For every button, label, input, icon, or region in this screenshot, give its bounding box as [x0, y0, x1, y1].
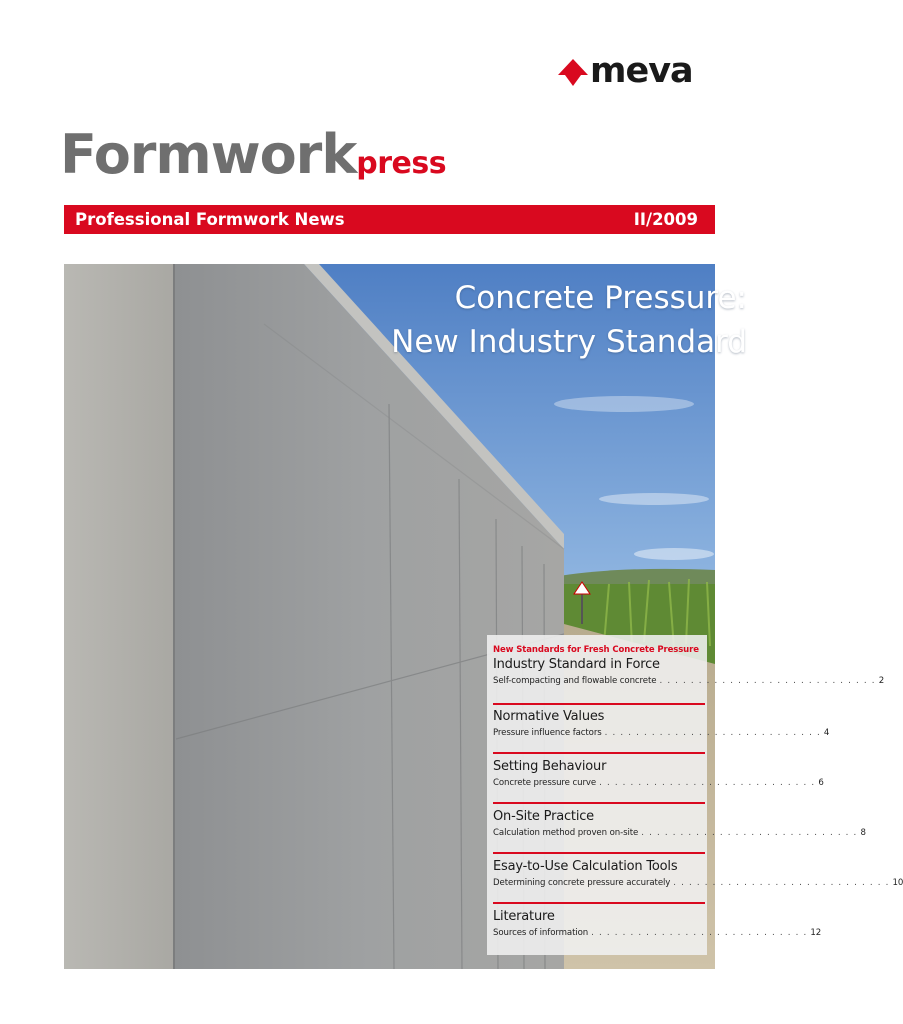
toc-entry-desc: Pressure influence factors	[493, 728, 602, 738]
toc-entry-subtitle	[493, 926, 822, 940]
toc-entry-industry-standard[interactable]	[493, 656, 885, 708]
cover-headline-line2: New Industry Standard	[391, 324, 747, 360]
toc-entry-calculation-tools[interactable]	[493, 858, 903, 908]
toc-leader-dots: . . . . . . . . . . . . . . . . . . . . . . . . . . . .	[641, 828, 858, 838]
banner-tagline: Professional Formwork News	[75, 210, 345, 229]
toc-entry-subtitle	[493, 876, 903, 890]
toc-entry-desc: Concrete pressure curve	[493, 778, 597, 788]
toc-leader-dots: . . . . . . . . . . . . . . . . . . . . . . . . . . . .	[659, 676, 876, 686]
toc-entry-desc: Determining concrete pressure accurately	[493, 878, 671, 888]
toc-entry-page: 8	[860, 828, 866, 838]
cover-headline-line1: Concrete Pressure:	[454, 280, 747, 316]
toc-leader-dots: . . . . . . . . . . . . . . . . . . . . . . . . . . . .	[591, 928, 808, 938]
toc-entry-title: Normative Values	[493, 709, 605, 724]
toc-entry-subtitle	[493, 776, 824, 790]
toc-entry-title: Esay-to-Use Calculation Tools	[493, 859, 678, 874]
toc-entry-normative-values[interactable]	[493, 708, 830, 758]
masthead-title-main: Formwork	[60, 123, 357, 186]
toc-leader-dots: . . . . . . . . . . . . . . . . . . . . . . . . . . . .	[599, 778, 816, 788]
toc-divider	[493, 802, 705, 804]
toc-divider	[493, 703, 705, 705]
toc-entry-setting-behaviour[interactable]	[493, 758, 824, 808]
masthead-title-sub: press	[356, 146, 447, 181]
toc-entry-page: 2	[878, 676, 885, 686]
toc-leader-dots: . . . . . . . . . . . . . . . . . . . . . . . . . . . .	[604, 728, 821, 738]
toc-entry-page: 6	[818, 778, 824, 788]
toc-entry-literature[interactable]	[493, 908, 822, 958]
issue-number: II/2009	[633, 210, 698, 229]
toc-entry-page: 10	[892, 878, 903, 888]
toc-entry-page: 12	[810, 928, 822, 938]
toc-kicker: New Standards for Fresh Concrete Pressure	[493, 645, 699, 655]
meva-triangle-logo-icon	[556, 57, 590, 87]
toc-entry-subtitle	[493, 674, 885, 688]
toc-entry-desc: Sources of information	[493, 928, 589, 938]
brand-name: meva	[590, 51, 693, 91]
toc-leader-dots: . . . . . . . . . . . . . . . . . . . . . . . . . . . .	[673, 878, 890, 888]
header-banner	[64, 205, 715, 234]
toc-entry-desc: Self-compacting and flowable concrete	[493, 676, 657, 686]
toc-entry-subtitle	[493, 726, 830, 740]
toc-divider	[493, 902, 705, 904]
toc-entry-desc: Calculation method proven on-site	[493, 828, 639, 838]
toc-entry-title: Literature	[493, 909, 555, 924]
toc-entry-subtitle	[493, 826, 866, 840]
masthead-title	[60, 123, 447, 186]
toc-entry-title: Setting Behaviour	[493, 759, 607, 774]
toc-divider	[493, 852, 705, 854]
toc-divider	[493, 752, 705, 754]
toc-entry-title: Industry Standard in Force	[493, 657, 660, 672]
toc-entry-title: On-Site Practice	[493, 809, 594, 824]
toc-entry-on-site-practice[interactable]	[493, 808, 866, 858]
table-of-contents	[487, 635, 903, 955]
meva-logo	[556, 51, 693, 91]
toc-entry-page: 4	[823, 728, 830, 738]
cover-headline	[391, 276, 747, 364]
